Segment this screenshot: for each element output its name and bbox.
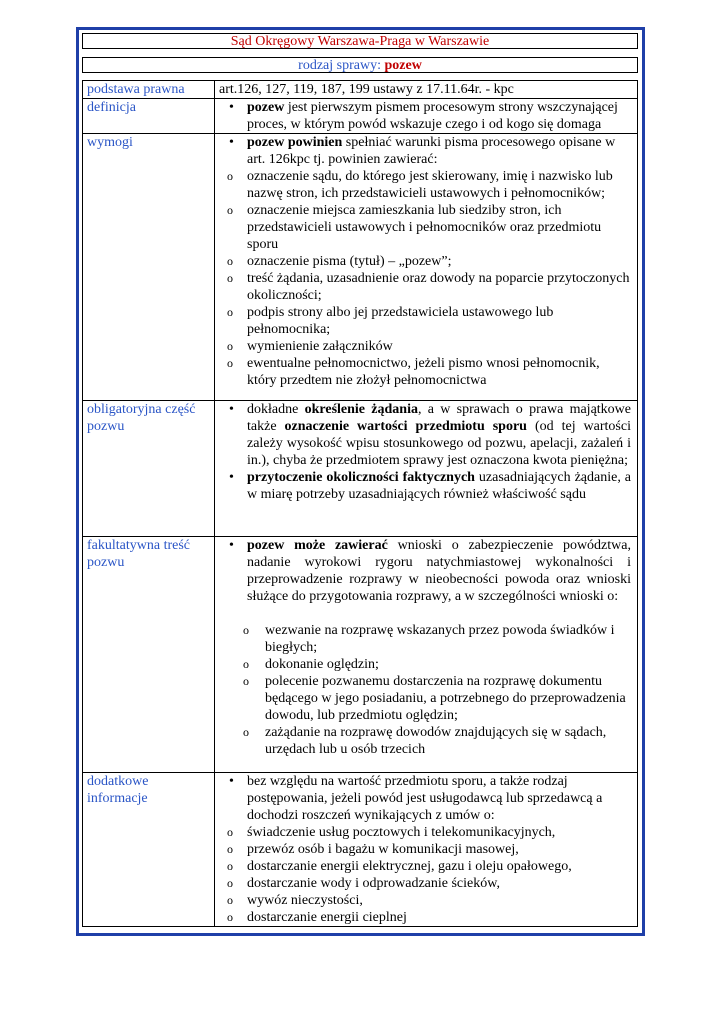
list-item: • dokładne określenie żądania, a w sprawach o prawa majątkowe także oznaczenie wartości przedmiotu sporu (od tej wartości zależy wysokość wpisu stosunkowego od pozwu, apelacji, zażaleń i in.), chyba że przedmiotem sprawy jest oznaczona kwota pieniężna; <box>219 401 631 469</box>
list-item: o świadczenie usług pocztowych i telekomunikacyjnych, <box>219 824 631 841</box>
list-item: o dostarczanie energii cieplnej <box>219 909 631 926</box>
court-title: Sąd Okręgowy Warszawa-Praga w Warszawie <box>82 33 638 49</box>
label-fakultatywna: fakultatywna treść pozwu <box>83 537 215 773</box>
row-definicja <box>83 99 638 134</box>
list-item: o dostarczanie wody i odprowadzanie ścieków, <box>219 875 631 892</box>
content-definicja <box>215 99 638 134</box>
label-wymogi: wymogi <box>83 134 215 401</box>
list-item: o dokonanie oględzin; <box>219 656 631 673</box>
list-item: o oznaczenie pisma (tytuł) – „pozew”; <box>219 253 631 270</box>
list-item: • pozew powinien spełniać warunki pisma procesowego opisane w art. 126kpc tj. powinien zawierać: <box>219 134 631 168</box>
list-item: o wymienienie załączników <box>219 338 631 355</box>
list-item: • bez względu na wartość przedmiotu sporu, a także rodzaj postępowania, jeżeli powód jest usługodawcą lub sprzedawcą a dochodzi roszczeń wynikających z umów o: <box>219 773 631 824</box>
case-type <box>82 57 638 73</box>
row-obligatoryjna <box>83 401 638 537</box>
list-item: o wywóz nieczystości, <box>219 892 631 909</box>
list-item: o zażądanie na rozprawę dowodów znajdujących się w sądach, urzędach lub u osób trzecich <box>219 724 631 758</box>
label-dodatkowe: dodatkowe informacje <box>83 773 215 927</box>
list-item: o wezwanie na rozprawę wskazanych przez powoda świadków i biegłych; <box>219 622 631 656</box>
label-definicja: definicja <box>83 99 215 134</box>
info-table <box>82 80 638 927</box>
list-item: o polecenie pozwanemu dostarczenia na rozprawę dokumentu będącego w jego posiadaniu, a potrzebnego do przeprowadzenia dowodu, lub przedmiotu oględzin; <box>219 673 631 724</box>
content-wymogi <box>215 134 638 401</box>
list-item: o podpis strony albo jej przedstawiciela ustawowego lub pełnomocnika; <box>219 304 631 338</box>
row-fakultatywna <box>83 537 638 773</box>
case-type-label: rodzaj sprawy: <box>298 58 385 73</box>
row-wymogi <box>83 134 638 401</box>
case-type-value: pozew <box>384 58 422 73</box>
content-podstawa: art.126, 127, 119, 187, 199 ustawy z 17.11.64r. - kpc <box>215 81 638 99</box>
list-item: o treść żądania, uzasadnienie oraz dowody na poparcie przytoczonych okoliczności; <box>219 270 631 304</box>
content-fakultatywna <box>215 537 638 773</box>
content-dodatkowe <box>215 773 638 927</box>
list-item: o oznaczenie sądu, do którego jest skierowany, imię i nazwisko lub nazwę stron, ich przedstawicieli ustawowych i pełnomocników; <box>219 168 631 202</box>
label-podstawa: podstawa prawna <box>83 81 215 99</box>
list-item: o przewóz osób i bagażu w komunikacji masowej, <box>219 841 631 858</box>
label-obligatoryjna: obligatoryjna część pozwu <box>83 401 215 537</box>
content-obligatoryjna <box>215 401 638 537</box>
row-podstawa <box>83 81 638 99</box>
list-item: • pozew jest pierwszym pismem procesowym strony wszczynającej proces, w którym powód wskazuje czego i od kogo się domaga <box>219 99 631 133</box>
row-dodatkowe <box>83 773 638 927</box>
list-item: o dostarczanie energii elektrycznej, gazu i oleju opałowego, <box>219 858 631 875</box>
list-item: • pozew może zawierać wnioski o zabezpieczenie powództwa, nadanie wyrokowi rygoru natychmiastowej wykonalności i przeprowadzenie rozprawy w nieobecności powoda oraz wnioski służące do przygotowania rozprawy, a w szczególności wnioski o: <box>219 537 631 605</box>
list-item: • przytoczenie okoliczności faktycznych uzasadniających żądanie, a w miarę potrzeby uzasadniających również właściwość sądu <box>219 469 631 503</box>
list-item: o ewentualne pełnomocnictwo, jeżeli pismo wnosi pełnomocnik, który przedtem nie złożył pełnomocnictwa <box>219 355 631 389</box>
list-item: o oznaczenie miejsca zamieszkania lub siedziby stron, ich przedstawicieli ustawowych i pełnomocników oraz przedmiotu sporu <box>219 202 631 253</box>
